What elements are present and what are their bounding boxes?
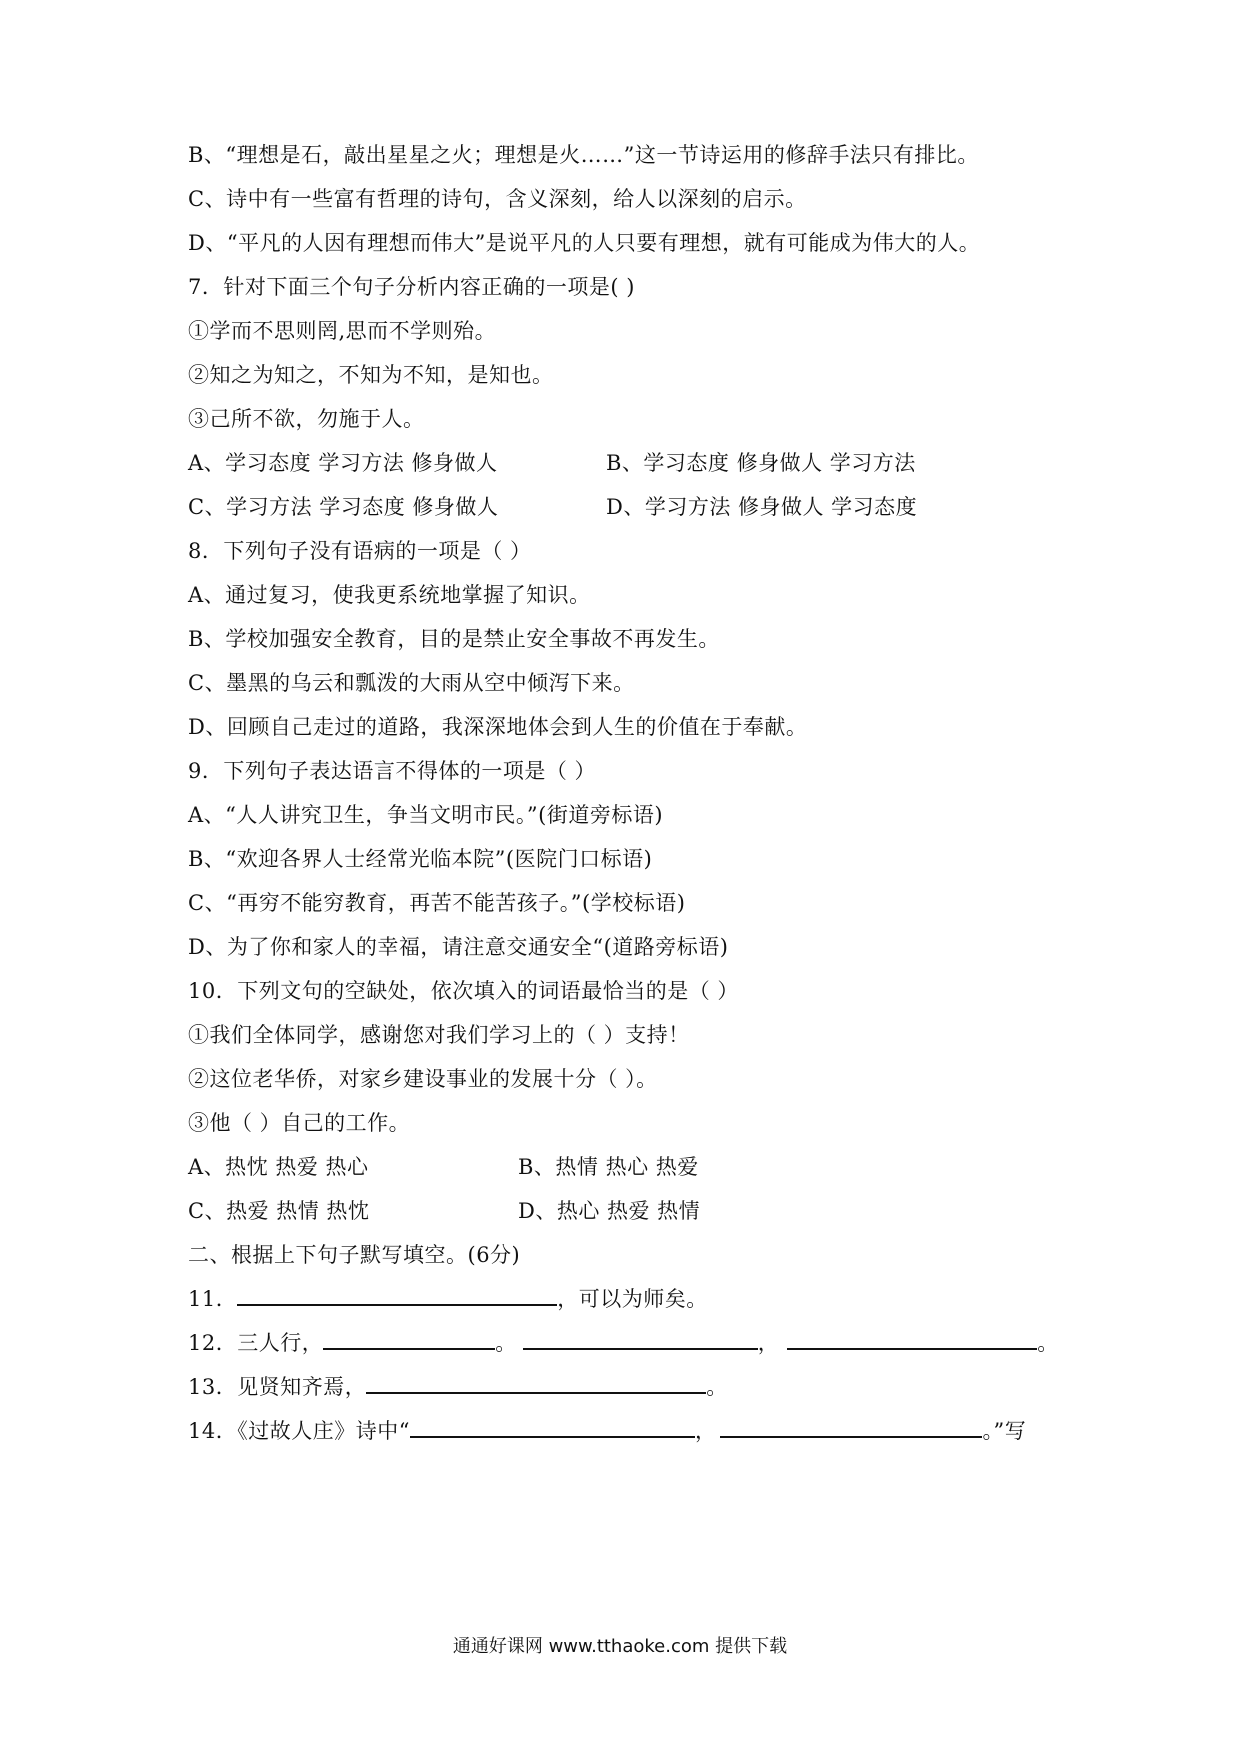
q9-stem: 9．下列句子表达语言不得体的一项是（ ） bbox=[188, 759, 597, 783]
q9-option-d: D、为了你和家人的幸福，请注意交通安全“(道路旁标语) bbox=[188, 935, 729, 959]
q14-blank-1[interactable] bbox=[410, 1414, 695, 1438]
q6-option-c: C、诗中有一些富有哲理的诗句，含义深刻，给人以深刻的启示。 bbox=[188, 187, 807, 211]
q14-line bbox=[188, 1414, 1026, 1448]
q10-option-a: A、热忱 热爱 热心 bbox=[188, 1155, 369, 1179]
q7-option-d: D、学习方法 修身做人 学习态度 bbox=[606, 495, 918, 519]
q10-sentence-2: ②这位老华侨，对家乡建设事业的发展十分（ ）。 bbox=[188, 1067, 658, 1091]
q14-punct: ， bbox=[694, 1419, 717, 1443]
q8-option-c: C、墨黑的乌云和瓢泼的大雨从空中倾泻下来。 bbox=[188, 671, 635, 695]
q9-option-c: C、“再穷不能穷教育，再苦不能苦孩子。”(学校标语) bbox=[188, 891, 686, 915]
q7-option-b: B、学习态度 修身做人 学习方法 bbox=[606, 451, 916, 475]
q7-option-c: C、学习方法 学习态度 修身做人 bbox=[188, 495, 499, 519]
q12-blank-2[interactable] bbox=[523, 1326, 758, 1350]
q14-blank-2[interactable] bbox=[720, 1414, 982, 1438]
q8-option-b: B、学校加强安全教育，目的是禁止安全事故不再发生。 bbox=[188, 627, 720, 651]
q10-option-c: C、热爱 热情 热忱 bbox=[188, 1199, 370, 1223]
q7-sentence-2: ②知之为知之，不知为不知，是知也。 bbox=[188, 363, 554, 387]
q11-suffix: ，可以为师矣。 bbox=[557, 1287, 708, 1311]
q10-option-d: D、热心 热爱 热情 bbox=[518, 1199, 701, 1223]
q10-sentence-3: ③他（ ）自己的工作。 bbox=[188, 1111, 411, 1135]
q10-options-row-2 bbox=[188, 1194, 888, 1228]
q9-option-a: A、“人人讲究卫生，争当文明市民。”(街道旁标语) bbox=[188, 803, 664, 827]
q13-suffix: 。 bbox=[706, 1375, 728, 1399]
q12-blank-1[interactable] bbox=[323, 1326, 495, 1350]
q7-sentence-3: ③己所不欲，勿施于人。 bbox=[188, 407, 425, 431]
q13-prefix: 13．见贤知齐焉， bbox=[188, 1375, 367, 1399]
q11-blank[interactable] bbox=[237, 1282, 557, 1306]
q11-line bbox=[188, 1282, 708, 1316]
section-2-heading: 二、根据上下句子默写填空。(6分) bbox=[188, 1243, 521, 1267]
q14-prefix: 14．《过故人庄》诗中“ bbox=[188, 1419, 410, 1443]
page-footer: 通通好课网 www.tthaoke.com 提供下载 bbox=[452, 1636, 788, 1657]
q8-option-d: D、回顾自己走过的道路，我深深地体会到人生的价值在于奉献。 bbox=[188, 715, 808, 739]
q9-option-b: B、“欢迎各界人士经常光临本院”(医院门口标语) bbox=[188, 847, 653, 871]
q7-options-row-1 bbox=[188, 446, 1048, 480]
q6-option-d: D、“平凡的人因有理想而伟大”是说平凡的人只要有理想，就有可能成为伟大的人。 bbox=[188, 231, 981, 255]
q12-punct-2: ， bbox=[757, 1331, 780, 1355]
q10-sentence-1: ①我们全体同学，感谢您对我们学习上的（ ）支持！ bbox=[188, 1023, 690, 1047]
q12-punct-3: 。 bbox=[1037, 1331, 1059, 1355]
q10-stem: 10．下列文句的空缺处，依次填入的词语最恰当的是（ ） bbox=[188, 979, 739, 1003]
q7-option-a: A、学习态度 学习方法 修身做人 bbox=[188, 451, 498, 475]
q7-stem: 7．针对下面三个句子分析内容正确的一项是( ) bbox=[188, 275, 635, 299]
q11-prefix: 11． bbox=[188, 1287, 238, 1311]
q8-stem: 8．下列句子没有语病的一项是（ ） bbox=[188, 539, 532, 563]
q10-option-b: B、热情 热心 热爱 bbox=[518, 1155, 699, 1179]
q12-line bbox=[188, 1326, 1059, 1360]
q12-punct-1: 。 bbox=[495, 1331, 517, 1355]
q7-sentence-1: ①学而不思则罔,思而不学则殆。 bbox=[188, 319, 497, 343]
q7-options-row-2 bbox=[188, 490, 1048, 524]
q14-suffix: 。”写 bbox=[982, 1419, 1027, 1443]
q13-line bbox=[188, 1370, 728, 1404]
q6-option-b: B、“理想是石，敲出星星之火；理想是火……”这一节诗运用的修辞手法只有排比。 bbox=[188, 143, 979, 167]
q13-blank[interactable] bbox=[366, 1370, 706, 1394]
q8-option-a: A、通过复习，使我更系统地掌握了知识。 bbox=[188, 583, 591, 607]
q12-blank-3[interactable] bbox=[787, 1326, 1037, 1350]
q10-options-row-1 bbox=[188, 1150, 888, 1184]
q12-prefix: 12．三人行， bbox=[188, 1331, 324, 1355]
